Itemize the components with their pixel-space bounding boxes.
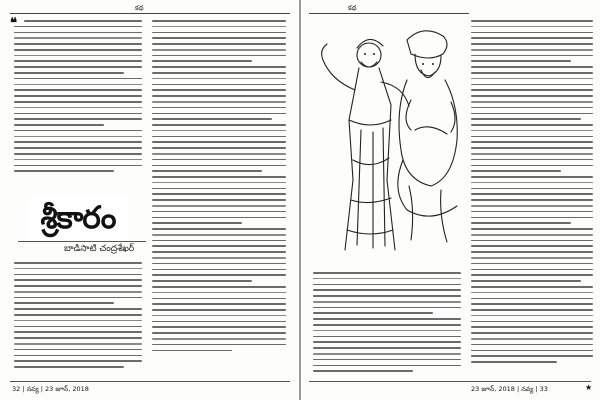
left-col2-text [152,20,286,355]
drop-cap-mark: ❝ [10,16,17,31]
footer-left: 32 | నవ్య | 23 జూన్, 2018 [12,385,89,393]
section-header-right: కథ [348,4,357,12]
right-bottom-col-text [313,272,461,376]
left-col1-bottom-text [14,262,142,372]
footer-rule-left [10,381,290,382]
story-title: శ్రీకారం [28,196,128,240]
footer-right: 23 జూన్, 2018 | నవ్య | 33 [471,385,548,393]
top-rule-left [10,13,290,14]
title-rule [18,241,146,242]
left-col1-top-text [14,20,142,176]
story-author: బాడిసాటి చంద్రశేఖర్ [64,244,135,254]
story-end-mark: ★ [585,383,593,392]
right-page [301,0,600,400]
footer-rule-right [309,381,591,382]
section-header-left: కథ [135,4,144,12]
story-illustration [311,10,461,260]
left-page [0,0,299,400]
right-col-text [471,20,593,367]
